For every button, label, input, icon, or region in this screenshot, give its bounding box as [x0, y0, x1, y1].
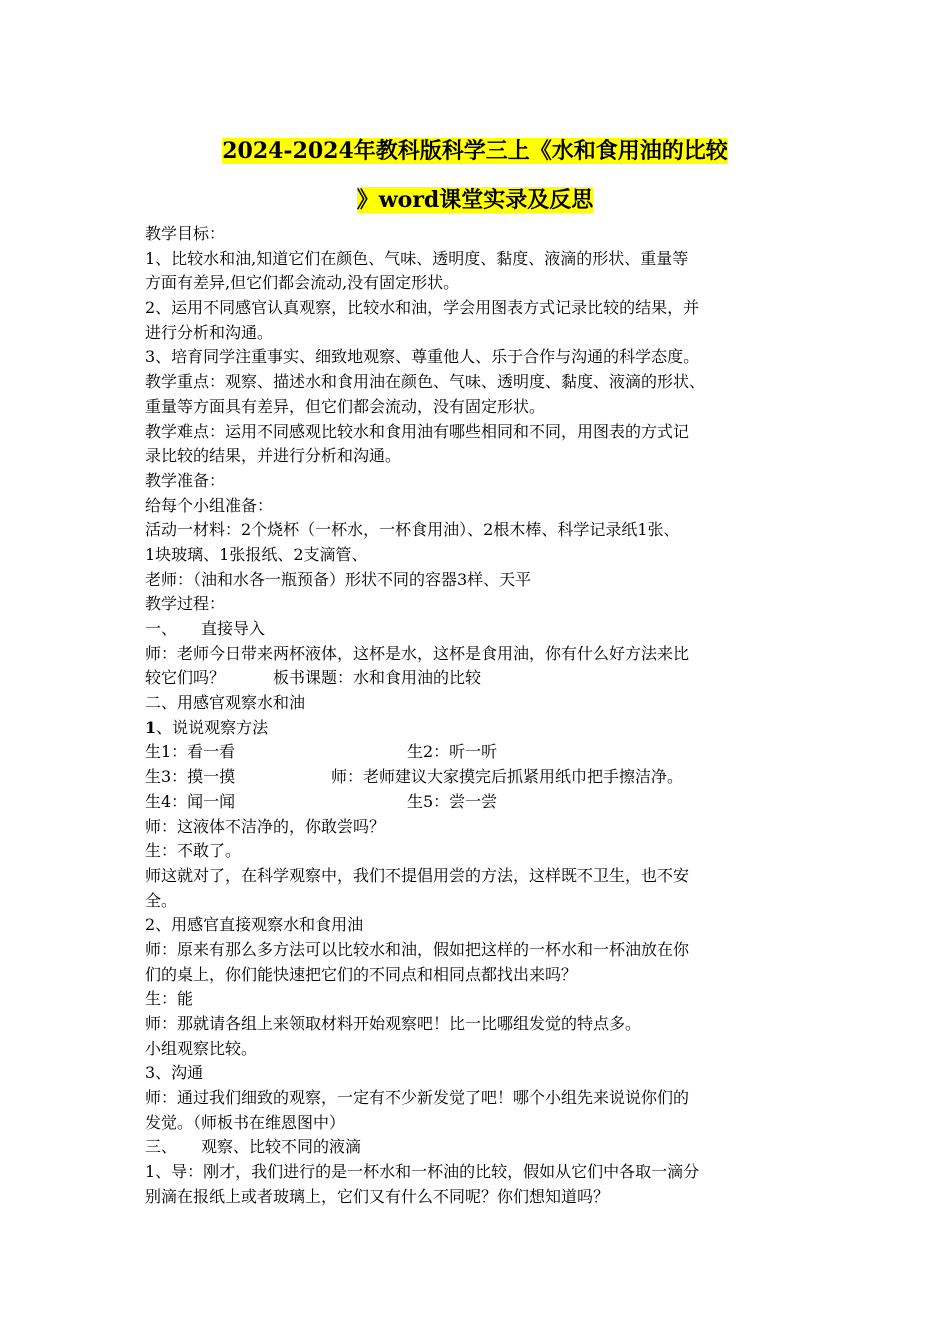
text-line: 2、运用不同感官认真观察，比较水和油，学会用图表方式记录比较的结果，并	[145, 298, 700, 318]
dialogue-right: 生5：尝一尝	[407, 791, 498, 811]
dialogue-left: 生3：摸一摸	[145, 767, 236, 787]
text-line: 较它们吗？ 板书课题：水和食用油的比较	[145, 668, 482, 688]
document-title-line-2: 》word课堂实录及反思	[356, 187, 594, 213]
text-line: 教学目标：	[145, 224, 226, 243]
text-line: 活动一材料：2个烧杯（一杯水，一杯食用油）、2根木棒、科学记录纸1张、	[145, 520, 680, 540]
text-line: 3、沟通	[145, 1063, 204, 1083]
text-line: 师：通过我们细致的观察，一定有不少新发觉了吧！哪个小组先来说说你们的	[145, 1088, 690, 1108]
text-line: 录比较的结果，并进行分析和沟通。	[145, 446, 402, 466]
text-line: 教学重点：观察、描述水和食用油在颜色、气味、透明度、黏度、液滴的形状、	[145, 372, 706, 392]
text-line: 三、 观察、比较不同的液滴	[145, 1137, 362, 1157]
dialogue-left: 生1：看一看	[145, 742, 236, 762]
dialogue-pair	[145, 790, 825, 815]
text-line: 1、比较水和油,知道它们在颜色、气味、透明度、黏度、液滴的形状、重量等	[145, 248, 689, 268]
text-line: 师这就对了，在科学观察中，我们不提倡用尝的方法，这样既不卫生，也不安	[145, 865, 690, 885]
text-line: 1块玻璃、1张报纸、2支滴管、	[145, 544, 368, 564]
text-line: 方面有差异,但它们都会流动,没有固定形状。	[145, 273, 460, 293]
document-body	[145, 222, 825, 1210]
text-line: 生：不敢了。	[145, 841, 242, 861]
text-line: 师：那就请各组上来领取材料开始观察吧！比一比哪组发觉的特点多。	[145, 1014, 642, 1033]
text-line: 给每个小组准备：	[145, 495, 274, 515]
text-line: 生：能	[145, 989, 194, 1009]
text-line: 老师：（油和水各一瓶预备）形状不同的容器3样、天平	[145, 569, 532, 589]
dialogue-left: 生4：闻一闻	[145, 791, 236, 811]
method-heading: 1、说说观察方法	[145, 717, 269, 737]
text-line: 教学难点：运用不同感观比较水和食用油有哪些相同和不同，用图表的方式记	[145, 421, 690, 441]
dialogue-right: 生2：听一听	[407, 742, 498, 762]
text-line: 二、用感官观察水和油	[145, 693, 306, 713]
text-line: 师：老师今日带来两杯液体，这杯是水，这杯是食用油，你有什么好方法来比	[145, 643, 690, 663]
text-line: 小组观察比较。	[145, 1038, 258, 1058]
dialogue-pair	[145, 765, 825, 790]
text-line: 教学准备：	[145, 470, 226, 490]
document-title-line-1: 2024-2024年教科版科学三上《水和食用油的比较	[222, 138, 728, 164]
dialogue-right: 师：老师建议大家摸完后抓紧用纸巾把手擦洁净。	[331, 767, 684, 787]
text-line: 发觉。（师板书在维恩图中）	[145, 1112, 346, 1132]
text-line: 一、 直接导入	[145, 619, 266, 638]
text-line: 2、用感官直接观察水和食用油	[145, 915, 364, 935]
text-line: 们的桌上，你们能快速把它们的不同点和相同点都找出来吗？	[145, 964, 578, 984]
text-line: 重量等方面具有差异，但它们都会流动，没有固定形状。	[145, 396, 546, 416]
text-line: 全。	[145, 890, 178, 910]
text-line: 师：这液体不洁净的，你敢尝吗？	[145, 816, 386, 836]
text-line: 教学过程：	[145, 594, 226, 614]
text-line: 师：原来有那么多方法可以比较水和油，假如把这样的一杯水和一杯油放在你	[145, 939, 690, 959]
text-line: 1、导：刚才，我们进行的是一杯水和一杯油的比较，假如从它们中各取一滴分	[145, 1162, 700, 1182]
dialogue-pair	[145, 740, 825, 765]
text-line: 进行分析和沟通。	[145, 322, 274, 342]
text-line: 3、培育同学注重事实、细致地观察、尊重他人、乐于合作与沟通的科学态度。	[145, 347, 700, 367]
text-line: 别滴在报纸上或者玻璃上，它们又有什么不同呢？你们想知道吗？	[145, 1186, 610, 1206]
